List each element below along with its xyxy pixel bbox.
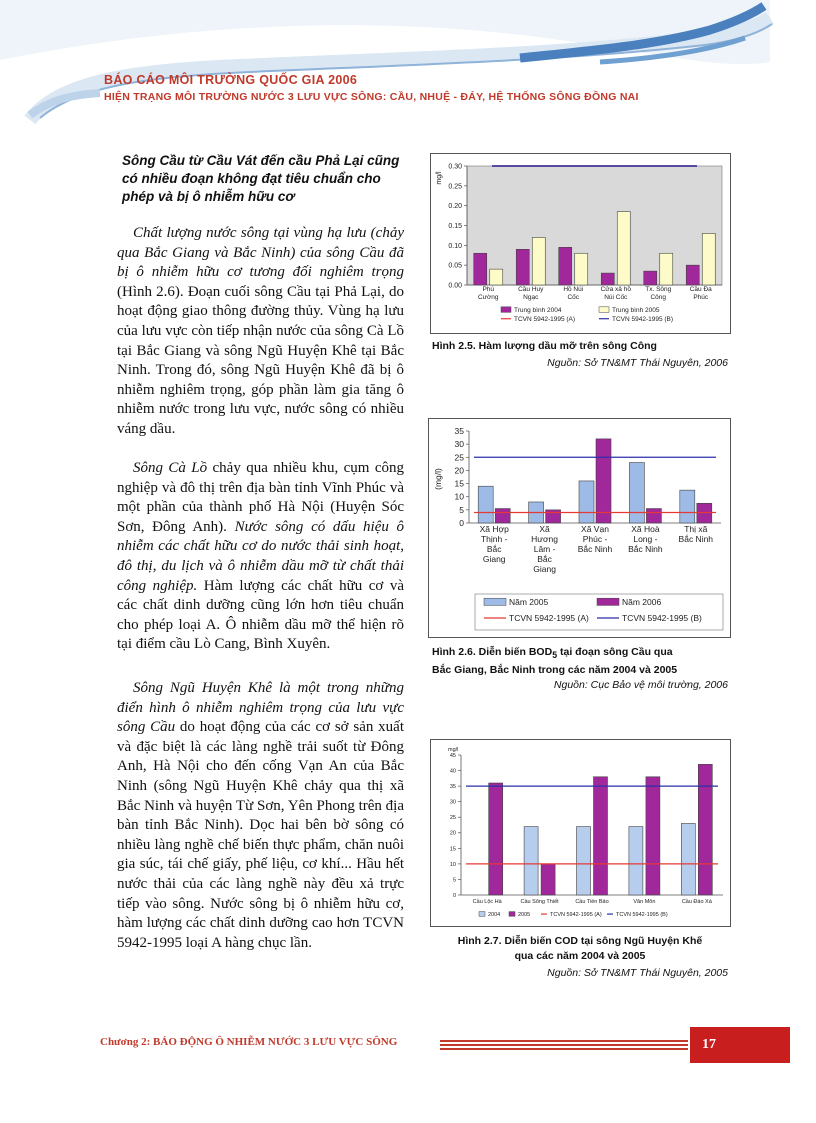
category-label: Cầu Đáo Xá bbox=[681, 899, 712, 905]
bar bbox=[559, 247, 572, 285]
p2-italic-1: Sông Cà Lồ bbox=[133, 460, 208, 476]
section-lead: Sông Cầu từ Cầu Vát đến cầu Phả Lại cũng có nhiều đoạn không đạt tiêu chuẩn cho phép và bị ô nhiễm hữu cơ bbox=[122, 153, 400, 204]
y-tick-label: 25 bbox=[449, 815, 456, 822]
category-label: Xã Vạn bbox=[581, 524, 609, 534]
bar bbox=[601, 273, 614, 285]
footer-rule bbox=[440, 1040, 688, 1052]
category-label: Phú bbox=[482, 286, 495, 293]
legend-label: TCVN 5942-1995 (A) bbox=[509, 613, 589, 623]
category-label: Thịnh - bbox=[480, 534, 508, 544]
category-label: Hồ Núi bbox=[563, 286, 584, 293]
y-tick-label: 0.00 bbox=[448, 282, 462, 290]
legend-label: Năm 2005 bbox=[509, 597, 549, 607]
legend-label: Trung bình 2005 bbox=[612, 307, 660, 314]
bar bbox=[579, 481, 594, 523]
bar bbox=[524, 827, 538, 895]
category-label: Bắc Ninh bbox=[678, 534, 714, 544]
legend-label: TCVN 5942-1995 (B) bbox=[616, 912, 668, 918]
bar bbox=[629, 827, 643, 895]
bar bbox=[646, 777, 660, 895]
report-subtitle: HIỆN TRẠNG MÔI TRƯỜNG NƯỚC 3 LƯU VỰC SÔNG: CẦU, NHUỆ - ĐÁY, HỆ THỐNG SÔNG ĐỒNG NAI bbox=[104, 91, 639, 103]
category-label: Cầu Đa bbox=[689, 286, 712, 293]
legend-swatch bbox=[501, 307, 511, 313]
y-tick-label: 25 bbox=[454, 452, 464, 463]
bar bbox=[644, 271, 657, 285]
y-axis-label: mg/l bbox=[448, 747, 459, 753]
paragraph-3 bbox=[117, 679, 404, 953]
legend-swatch bbox=[599, 307, 609, 313]
figure-2-6-caption-line2: Bắc Giang, Bắc Ninh trong các năm 2004 và 2005 bbox=[432, 664, 678, 677]
bar bbox=[532, 237, 545, 285]
y-tick-label: 15 bbox=[449, 846, 456, 853]
y-tick-label: 45 bbox=[449, 752, 456, 759]
bar bbox=[490, 269, 503, 285]
category-label: Công bbox=[650, 294, 667, 301]
y-tick-label: 0 bbox=[459, 517, 464, 528]
page-number: 17 bbox=[690, 1027, 790, 1063]
paragraph-1 bbox=[117, 224, 404, 440]
category-label: Bắc bbox=[486, 544, 502, 554]
legend-swatch bbox=[484, 598, 506, 605]
figure-2-6-caption bbox=[432, 645, 677, 678]
bar bbox=[596, 439, 611, 523]
chart-bod5 bbox=[429, 419, 730, 637]
category-label: Bắc Ninh bbox=[577, 544, 613, 554]
legend-swatch bbox=[479, 912, 485, 917]
bar bbox=[546, 510, 561, 523]
bar bbox=[541, 864, 555, 895]
bar bbox=[698, 764, 712, 895]
category-label: Văn Môn bbox=[633, 899, 656, 905]
y-tick-label: 20 bbox=[449, 830, 456, 837]
legend-label: Năm 2006 bbox=[622, 597, 662, 607]
category-label: Núi Cốc bbox=[604, 294, 628, 301]
bar bbox=[594, 777, 608, 895]
category-label: Tx. Sông bbox=[645, 286, 672, 293]
category-label: Ngạc bbox=[523, 294, 539, 301]
figure-2-6-caption-sub: 5 bbox=[552, 650, 558, 661]
category-label: Cầu Lộc Hà bbox=[472, 899, 502, 905]
category-label: Bắc Ninh bbox=[628, 544, 663, 554]
figure-2-6-source: Nguồn: Cục Bảo vệ môi trường, 2006 bbox=[553, 679, 728, 691]
y-tick-label: 5 bbox=[459, 504, 464, 515]
y-axis-label: (mg/l) bbox=[433, 468, 443, 490]
figure-2-7-source: Nguồn: Sở TN&MT Thái Nguyên, 2005 bbox=[547, 967, 728, 979]
figure-2-7-caption-line2: qua các năm 2004 và 2005 bbox=[514, 950, 646, 962]
figure-2-7 bbox=[430, 739, 731, 927]
bar bbox=[629, 463, 644, 523]
figure-2-7-caption-line1: Hình 2.7. Diễn biến COD tại sông Ngũ Huyện Khế bbox=[457, 935, 703, 947]
y-tick-label: 0.30 bbox=[448, 163, 462, 171]
y-tick-label: 5 bbox=[452, 877, 456, 884]
category-label: Cửa xả hồ bbox=[600, 286, 631, 293]
figure-2-5 bbox=[430, 153, 731, 334]
p2-text-1: chảy qua nhiều khu, cụm công nghiệp và đô thị trên địa bàn tỉnh Vĩnh Phúc và một phần của thành phố Hà Nội (Huyện Sóc Sơn, Đông Anh). bbox=[117, 460, 404, 535]
legend-label: TCVN 5942-1995 (B) bbox=[622, 613, 702, 623]
bar bbox=[660, 253, 673, 285]
category-label: Giang bbox=[482, 554, 506, 564]
y-tick-label: 0.10 bbox=[448, 242, 462, 250]
paragraph-2 bbox=[117, 459, 404, 655]
bar bbox=[617, 212, 630, 285]
y-tick-label: 15 bbox=[454, 478, 464, 489]
y-tick-label: 10 bbox=[449, 861, 456, 868]
report-title: BÁO CÁO MÔI TRƯỜNG QUỐC GIA 2006 bbox=[104, 73, 358, 87]
bar bbox=[680, 490, 695, 523]
category-label: Lâm - bbox=[533, 544, 556, 554]
category-label: Thị xã bbox=[684, 524, 708, 534]
bar bbox=[474, 253, 487, 285]
category-label: Phúc - bbox=[582, 534, 608, 544]
legend-label: 2005 bbox=[518, 912, 531, 918]
y-tick-label: 35 bbox=[454, 425, 464, 436]
category-label: Cầu Sông Thiết bbox=[520, 899, 559, 905]
y-tick-label: 20 bbox=[454, 465, 464, 476]
bar bbox=[697, 503, 712, 523]
legend-swatch bbox=[509, 912, 515, 917]
bar bbox=[575, 253, 588, 285]
chart-cod bbox=[431, 740, 730, 926]
y-tick-label: 0.25 bbox=[448, 183, 462, 191]
plot-area bbox=[467, 166, 722, 285]
figure-2-6-caption-post: tại đoạn sông Cầu qua bbox=[557, 646, 673, 658]
bar bbox=[495, 509, 510, 523]
y-tick-label: 10 bbox=[454, 491, 464, 502]
figure-2-7-caption bbox=[432, 934, 728, 964]
figure-2-5-source: Nguồn: Sở TN&MT Thái Nguyên, 2006 bbox=[547, 357, 728, 369]
legend-label: TCVN 5942-1995 (A) bbox=[514, 316, 576, 323]
chart-oil-grease bbox=[431, 154, 730, 333]
p3-italic: Sông Ngũ Huyện Khê là một trong những điển hình ô nhiễm nghiêm trọng của lưu vực sông Cầu bbox=[117, 680, 404, 736]
y-tick-label: 0.15 bbox=[448, 222, 462, 230]
footer-chapter: Chương 2: BÁO ĐỘNG Ô NHIỄM NƯỚC 3 LƯU VỰC SÔNG bbox=[100, 1036, 398, 1048]
y-tick-label: 0.20 bbox=[448, 203, 462, 211]
y-tick-label: 40 bbox=[449, 768, 456, 775]
category-label: Phúc bbox=[693, 294, 709, 301]
p1-italic: Chất lượng nước sông tại vùng hạ lưu (chảy qua Bắc Giang và Bắc Ninh) của sông Cầu đã bị ô nhiễm hữu cơ tương đối nghiêm trọng bbox=[117, 225, 404, 281]
bar bbox=[489, 783, 503, 895]
bar bbox=[577, 827, 591, 895]
p2-italic-2: Nước sông có dấu hiệu ô nhiễm các chất hữu cơ do nước thải sinh hoạt, đô thị, du lịch và ô nhiễm dầu mỡ từ chất thải công nghiệp. bbox=[117, 518, 405, 594]
category-label: Long - bbox=[633, 534, 658, 544]
category-label: Giang bbox=[533, 564, 556, 574]
legend-label: TCVN 5942-1995 (B) bbox=[612, 316, 674, 323]
bar bbox=[478, 486, 493, 523]
bar bbox=[702, 233, 715, 285]
figure-2-6-caption-pre: Hình 2.6. Diễn biến BOD bbox=[432, 646, 553, 658]
category-label: Xã Hoà bbox=[631, 524, 660, 534]
y-axis-label: mg/l bbox=[436, 171, 443, 185]
figure-2-5-caption: Hình 2.5. Hàm lượng dầu mỡ trên sông Công bbox=[432, 340, 657, 352]
y-tick-label: 35 bbox=[449, 784, 456, 791]
header-wave-decoration bbox=[0, 0, 816, 130]
category-label: Cầu Tiền Bảo bbox=[575, 899, 609, 905]
y-tick-label: 30 bbox=[454, 439, 464, 450]
legend-label: TCVN 5942-1995 (A) bbox=[550, 912, 602, 918]
category-label: Cầu Huy bbox=[518, 286, 544, 293]
category-label: Bắc bbox=[537, 554, 552, 564]
legend-swatch bbox=[597, 598, 619, 605]
bar bbox=[681, 823, 695, 895]
figure-2-6 bbox=[428, 418, 731, 638]
category-label: Xã Hợp bbox=[479, 524, 509, 534]
bar bbox=[686, 265, 699, 285]
legend-label: 2004 bbox=[488, 912, 501, 918]
bar bbox=[646, 509, 661, 523]
bar bbox=[516, 249, 529, 285]
category-label: Hương bbox=[531, 534, 559, 544]
legend-label: Trung bình 2004 bbox=[514, 307, 562, 314]
p3-rest: do hoạt động của các cơ sở sản xuất và đặc biệt là các làng nghề trải suốt từ Đông Anh, Hà Nội cho đến cống Vạn An của Bắc Ninh (sông Ngũ Huyện Khê chảy qua thị xã Bắc Ninh và huyện Từ Sơn, Yên Phong trên địa bàn tỉnh Bắc Ninh). Dọc hai bên bờ sông có nhiều làng nghề chế biến thực phẩm, chăn nuôi gia súc, tái chế giấy, phế liệu, cơ khí... Hầu hết nước thải của các làng nghề này đều xả trực tiếp vào sông. Nước sông bị ô nhiễm hữu cơ, hàm lượng các chất dinh dưỡng cao hơn TCVN 5942-1995 loại A hàng chục lần. bbox=[117, 719, 405, 951]
p1-rest: (Hình 2.6). Đoạn cuối sông Cầu tại Phả Lại, do hoạt động giao thông đường thủy. Vùng hạ lưu của lưu vực còn tiếp nhận nước của sông Cà Lồ tại Bắc Giang và sông Ngũ Huyện Khê tại Bắc Ninh. Trong đó, sông Ngũ Huyện Khê đã bị ô nhiễm nghiêm trọng, góp phần làm gia tăng ô nhiễm nước trong lưu vực, nước sông có nhiều váng dầu. bbox=[117, 283, 404, 437]
category-label: Cốc bbox=[567, 294, 580, 301]
category-label: Xã bbox=[539, 524, 550, 534]
p2-text-2: Hàm lượng các chất hữu cơ và các chất dinh dưỡng cũng lớn hơn tiêu chuẩn cho phép loại A. Ô nhiễm dầu mỡ thể hiện rõ tại điểm cầu Lò Cang, Bình Xuyên. bbox=[117, 577, 404, 653]
category-label: Cường bbox=[477, 294, 499, 301]
y-tick-label: 30 bbox=[449, 799, 456, 806]
y-tick-label: 0 bbox=[452, 892, 456, 899]
y-tick-label: 0.05 bbox=[448, 262, 462, 270]
